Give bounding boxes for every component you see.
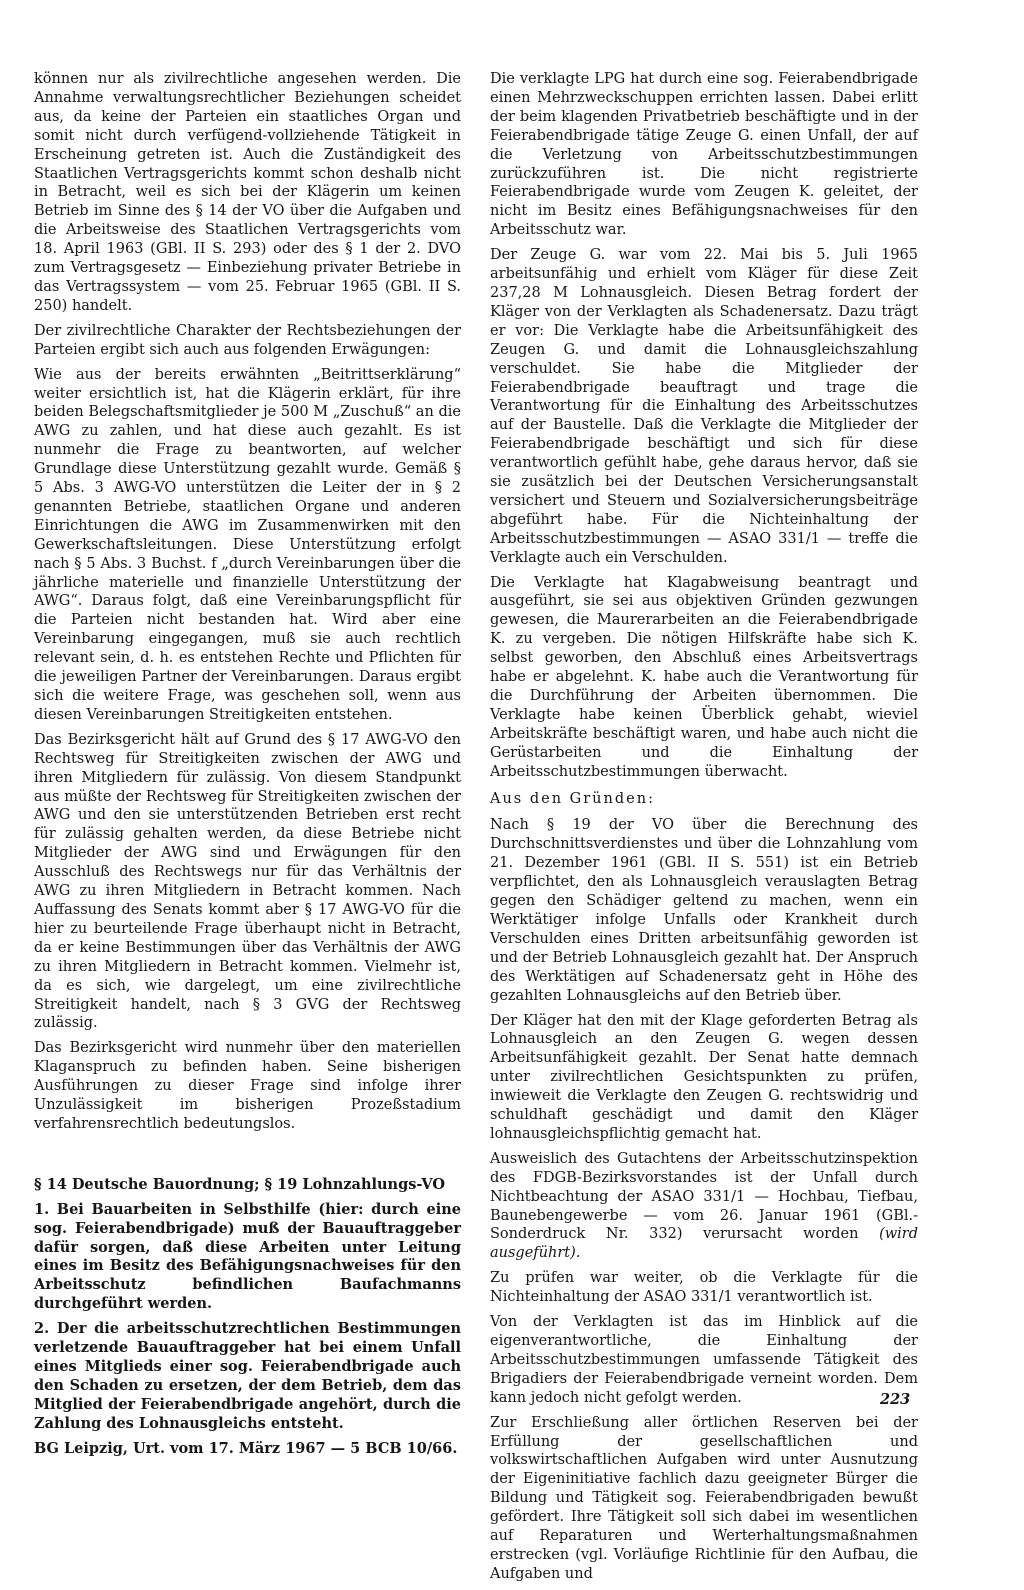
paragraph: Zu prüfen war weiter, ob die Verklagte für die Nichteinhaltung der ASAO 331/1 verantwortlich ist. [490,1270,918,1306]
left-column [34,70,461,1465]
leitsatz-2: 2. Der die arbeitsschutzrechtlichen Bestimmungen verletzende Bauauftraggeber hat bei einem Unfall eines Mitglieds einer sog. Feierabendbrigade auch den Schaden zu ersetzen, der dem Betrieb, dem das Mitglied der Feierabendbrigade angehört, durch die Zahlung des Lohnausgleichs entsteht. [34,1320,461,1432]
right-column [490,70,918,1590]
section-gap [34,1140,461,1176]
paragraph: Das Bezirksgericht hält auf Grund des § 17 AWG-VO den Rechtsweg für Streitigkeiten zwischen der AWG und ihren Mitgliedern für zulässig. Von diesem Standpunkt aus müßte der Rechtsweg für Streitigkeiten zwischen der AWG und den sie unterstützenden Betrieben erst recht für zulässig gehalten werden, da diese Betriebe nicht Mitglieder der AWG sind und Erwägungen für den Ausschluß des Rechtswegs nur für das Verhältnis der AWG zu ihren Mitgliedern in Betracht kommen. Nach Auffassung des Senats kommt aber § 17 AWG-VO für die hier zu beurteilende Frage überhaupt nicht in Betracht, da er keine Bestimmungen über das Verhältnis der AWG zu ihren Mitgliedern in Betracht kommen. Vielmehr ist, da es sich, wie dargelegt, um eine zivilrechtliche Streitigkeit handelt, nach § 3 GVG der Rechtsweg zulässig. [34,731,461,1032]
paragraph: Nach § 19 der VO über die Berechnung des Durchschnittsverdienstes und über die Lohnzahlung vom 21. Dezember 1961 (GBl. II S. 551) ist ein Betrieb verpflichtet, den als Lohnausgleich verauslagten Betrag gegen den Schädiger geltend zu machen, wenn ein Werktätiger infolge Unfalls oder Krankheit durch Verschulden eines Dritten arbeitsunfähig geworden ist und der Betrieb Lohnausgleich gezahlt hat. Der Anspruch des Werktätigen auf Schadenersatz geht in Höhe des gezahlten Lohnausgleichs auf den Betrieb über. [490,817,918,1004]
page-number: 223 [880,1391,911,1408]
paragraph: Der Kläger hat den mit der Klage geforderten Betrag als Lohnausgleich an den Zeugen G. wegen dessen Arbeitsunfähigkeit gezahlt. Der Senat hatte demnach unter zivilrechtlichen Gesichtspunkten zu prüfen, inwieweit die Verklagte den Zeugen G. rechtswidrig und schuldhaft geschädigt und damit den Kläger lohnausgleichspflichtig gemacht hat. [490,1012,918,1142]
case-citation: BG Leipzig, Urt. vom 17. März 1967 — 5 BCB 10/66. [34,1439,458,1457]
paragraph: Der zivilrechtliche Charakter der Rechtsbeziehungen der Parteien ergibt sich auch aus folgenden Erwägungen: [34,322,461,358]
reasons-heading: Aus den Gründen: [490,790,655,807]
paragraph: können nur als zivilrechtliche angesehen werden. Die Annahme verwaltungsrechtlicher Beziehungen scheidet aus, da keine der Parteien ein staatliches Organ und somit nicht durch verfügend-vollziehende Tätigkeit in Erscheinung getreten ist. Auch die Zuständigkeit des Staatlichen Vertragsgerichts kommt schon deshalb nicht in Betracht, weil es sich bei der Klägerin um keinen Betrieb im Sinne des § 14 der VO über die Aufgaben und die Arbeitsweise des Staatlichen Vertragsgerichts vom 18. April 1963 (GBl. II S. 293) oder des § 1 der 2. DVO zum Vertragsgesetz — Einbeziehung privater Betriebe in das Vertragssystem — vom 25. Februar 1965 (GBl. II S. 250) handelt. [34,71,461,314]
gutachten-emphasis: (wird ausgeführt). [490,1226,919,1262]
paragraph: Zur Erschließung aller örtlichen Reserven bei der Erfüllung der gesellschaftlichen und volkswirtschaftlichen Aufgaben wird unter Ausnutzung der Eigeninitiative fachlich dazu geeigneter Bürger die Bildung und Tätigkeit sog. Feierabendbrigaden bewußt gefördert. Ihre Tätigkeit soll sich dabei im wesentlichen auf Reparaturen und Werterhaltungsmaßnahmen erstrecken (vgl. Vorläufige Richtlinie für den Aufbau, die Aufgaben und [490,1414,918,1582]
paragraph-gutachten [490,1150,918,1263]
paragraph: Die verklagte LPG hat durch eine sog. Feierabendbrigade einen Mehrzweckschuppen errichten lassen. Dabei erlitt der beim klagenden Privatbetrieb beschäftigte und in der Feierabendbrigade tätige Zeuge G. einen Unfall, der auf die Verletzung von Arbeitsschutzbestimmungen zurückzuführen ist. Die nicht registrierte Feierabendbrigade wurde vom Zeugen K. geleitet, der nicht im Besitz eines Befähigungsnachweises für den Arbeitsschutz war. [490,71,918,239]
leitsatz-1: 1. Bei Bauarbeiten in Selbsthilfe (hier: durch eine sog. Feierabendbrigade) muß der Bauauftraggeber dafür sorgen, daß diese Arbeiten unter Leitung eines im Besitz des Befähigungsnachweises für den Arbeitsschutz befindlichen Baufachmanns durchgeführt werden. [34,1200,461,1313]
paragraph: Von der Verklagten ist das im Hinblick auf die eigenverantwortliche, die Einhaltung der Arbeitsschutzbestimmungen umfassende Tätigkeit des Brigadiers der Feierabendbrigade verneint worden. Dem kann jedoch nicht gefolgt werden. [490,1314,918,1406]
paragraph: Das Bezirksgericht wird nunmehr über den materiellen Klaganspruch zu befinden haben. Seine bisherigen Ausführungen zu dieser Frage sind infolge ihrer Unzulässigkeit im bisherigen Prozeßstadium verfahrensrechtlich bedeutungslos. [34,1040,461,1132]
paragraph: Die Verklagte hat Klagabweisung beantragt und ausgeführt, sie sei aus objektiven Gründen gezwungen gewesen, die Maurerarbeiten an die Feierabendbrigade K. zu vergeben. Die nötigen Hilfskräfte habe sich K. selbst geworben, den Abschluß eines Arbeitsvertrags habe er abgelehnt. K. habe auch die Verantwortung für die Durchführung der Arbeiten übernommen. Die Verklagte habe keinen Überblick gehabt, wieviel Arbeitskräfte beschäftigt waren, und habe auch nicht die Gerüstarbeiten und die Einhaltung der Arbeitsschutzbestimmungen überwacht. [490,574,918,780]
gutachten-text: Ausweislich des Gutachtens der Arbeitsschutzinspektion des FDGB-Bezirksvorstandes ist der Unfall durch Nichtbeachtung der ASAO 331/1 — Hochbau, Tiefbau, Baunebengewerbe — vom 26. Januar 1961 (GBl.-Sonderdruck Nr. 332) verursacht worden [490,1150,918,1243]
case-headnote: § 14 Deutsche Bauordnung; § 19 Lohnzahlungs-VO [34,1175,445,1193]
paragraph: Wie aus der bereits erwähnten „Beitrittserklärung“ weiter ersichtlich ist, hat die Klägerin erklärt, für ihre beiden Belegschaftsmitglieder je 500 M „Zuschuß“ an die AWG zu zahlen, und hat diese auch gezahlt. Es ist nunmehr die Frage zu beantworten, auf welcher Grundlage diese Unterstützung gezahlt wurde. Gemäß § 5 Abs. 3 AWG-VO unterstützen die Leiter der in § 2 genannten Betriebe, staatlichen Organe und anderen Einrichtungen die AWG im Zusammenwirken mit den Gewerkschaftsleitungen. Diese Unterstützung erfolgt nach § 5 Abs. 3 Buchst. f „durch Vereinbarungen über die jährliche materielle und finanzielle Unterstützung der AWG“. Daraus folgt, daß eine Vereinbarungspflicht für die Parteien nicht bestanden hat. Wird aber eine Vereinbarung eingegangen, muß sie auch rechtlich relevant sein, d. h. es entstehen Rechte und Pflichten für die jeweiligen Partner der Vereinbarungen. Daraus ergibt sich die weitere Frage, was geschehen soll, wenn aus diesen Vereinbarungen Streitigkeiten entstehen. [34,366,461,723]
paragraph: Der Zeuge G. war vom 22. Mai bis 5. Juli 1965 arbeitsunfähig und erhielt vom Kläger für diese Zeit 237,28 M Lohnausgleich. Diesen Betrag fordert der Kläger von der Verklagten als Schadenersatz. Dazu trägt er vor: Die Verklagte habe die Arbeitsunfähigkeit des Zeugen G. und damit die Lohnausgleichszahlung verschuldet. Sie habe die Mitglieder der Feierabendbrigade beauftragt und trage die Verantwortung für die Einhaltung des Arbeitsschutzes auf der Baustelle. Daß die Verklagte die Mitglieder der Feierabendbrigade beschäftigt und sich für diese verantwortlich gefühlt habe, gehe daraus hervor, daß sie sie zusätzlich bei der Deutschen Versicherungsanstalt versichert und Steuern und Sozialversicherungsbeiträge abgeführt habe. Für die Nichteinhaltung der Arbeitsschutzbestimmungen — ASAO 331/1 — treffe die Verklagte auch ein Verschulden. [490,247,918,566]
